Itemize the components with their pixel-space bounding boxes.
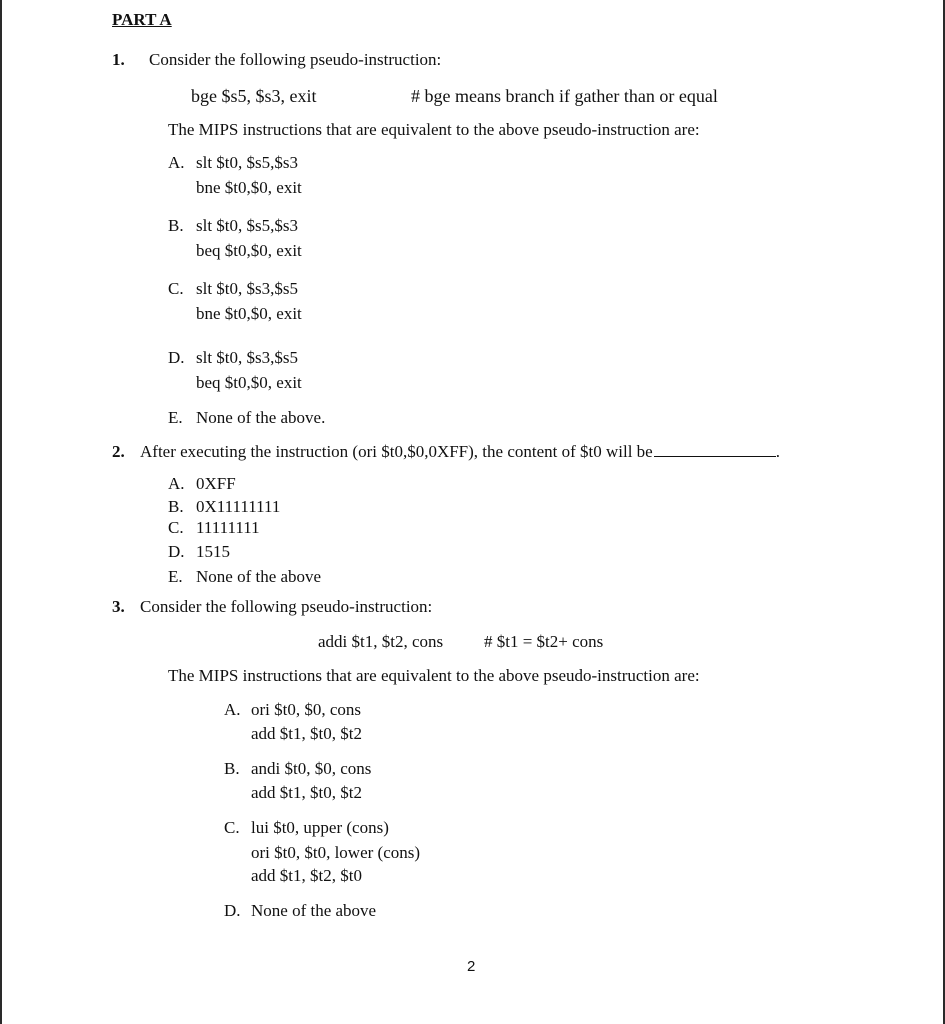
option-line: beq $t0,$0, exit [196, 241, 302, 260]
question-prompt: After executing the instruction (ori $t0,$0,0XFF), the content of $t0 will be [140, 442, 653, 461]
option-text: None of the above [196, 567, 322, 586]
pseudo-instruction: bge $s5, $s3, exit [191, 86, 317, 106]
option-line: add $t1, $t2, $t0 [251, 866, 362, 885]
question-number: 3. [112, 597, 125, 616]
option-letter: C. [224, 818, 240, 837]
option-letter: B. [168, 216, 184, 235]
question-prompt-line [140, 442, 780, 462]
option-letter: B. [168, 497, 184, 516]
question-lead: The MIPS instructions that are equivalent to the above pseudo-instruction are: [168, 120, 700, 139]
option-line: bne $t0,$0, exit [196, 304, 302, 323]
option-line: add $t1, $t0, $t2 [251, 783, 362, 802]
prompt-period: . [775, 442, 780, 461]
option-text: 1515 [196, 542, 230, 561]
option-text: 11111111 [196, 518, 260, 537]
question-number: 1. [112, 50, 125, 69]
option-letter: D. [168, 542, 185, 561]
option-letter: B. [224, 759, 240, 778]
question-prompt: Consider the following pseudo-instruction: [140, 597, 433, 616]
option-line: ori $t0, $0, cons [251, 700, 362, 719]
option-letter: D. [224, 901, 241, 920]
option-letter: D. [168, 348, 185, 367]
answer-blank [654, 442, 776, 457]
page-border-left [0, 0, 2, 1024]
page-number: 2 [467, 958, 476, 975]
option-letter: E. [168, 408, 183, 427]
option-line: slt $t0, $s5,$s3 [196, 153, 299, 172]
option-line: add $t1, $t0, $t2 [251, 724, 362, 743]
instruction-comment: # bge means branch if gather than or equal [411, 86, 718, 106]
option-letter: C. [168, 279, 184, 298]
question-number: 2. [112, 442, 125, 461]
option-letter: A. [168, 474, 185, 493]
instruction-comment: # $t1 = $t2+ cons [484, 632, 604, 651]
pseudo-instruction: addi $t1, $t2, cons [318, 632, 444, 651]
option-line: ori $t0, $t0, lower (cons) [251, 843, 421, 862]
question-prompt: Consider the following pseudo-instruction: [149, 50, 442, 69]
option-letter: A. [168, 153, 185, 172]
option-line: slt $t0, $s3,$s5 [196, 279, 299, 298]
option-text: 0XFF [196, 474, 236, 493]
option-letter: E. [168, 567, 183, 586]
option-text: 0X11111111 [196, 497, 281, 516]
question-lead: The MIPS instructions that are equivalent to the above pseudo-instruction are: [168, 666, 700, 685]
option-line: slt $t0, $s3,$s5 [196, 348, 299, 367]
option-line: slt $t0, $s5,$s3 [196, 216, 299, 235]
part-title: PART A [112, 10, 172, 29]
option-line: lui $t0, upper (cons) [251, 818, 389, 837]
option-line: bne $t0,$0, exit [196, 178, 302, 197]
option-line: None of the above [251, 901, 377, 920]
option-letter: A. [224, 700, 241, 719]
option-line: None of the above. [196, 408, 326, 427]
option-letter: C. [168, 518, 184, 537]
option-line: beq $t0,$0, exit [196, 373, 302, 392]
option-line: andi $t0, $0, cons [251, 759, 372, 778]
